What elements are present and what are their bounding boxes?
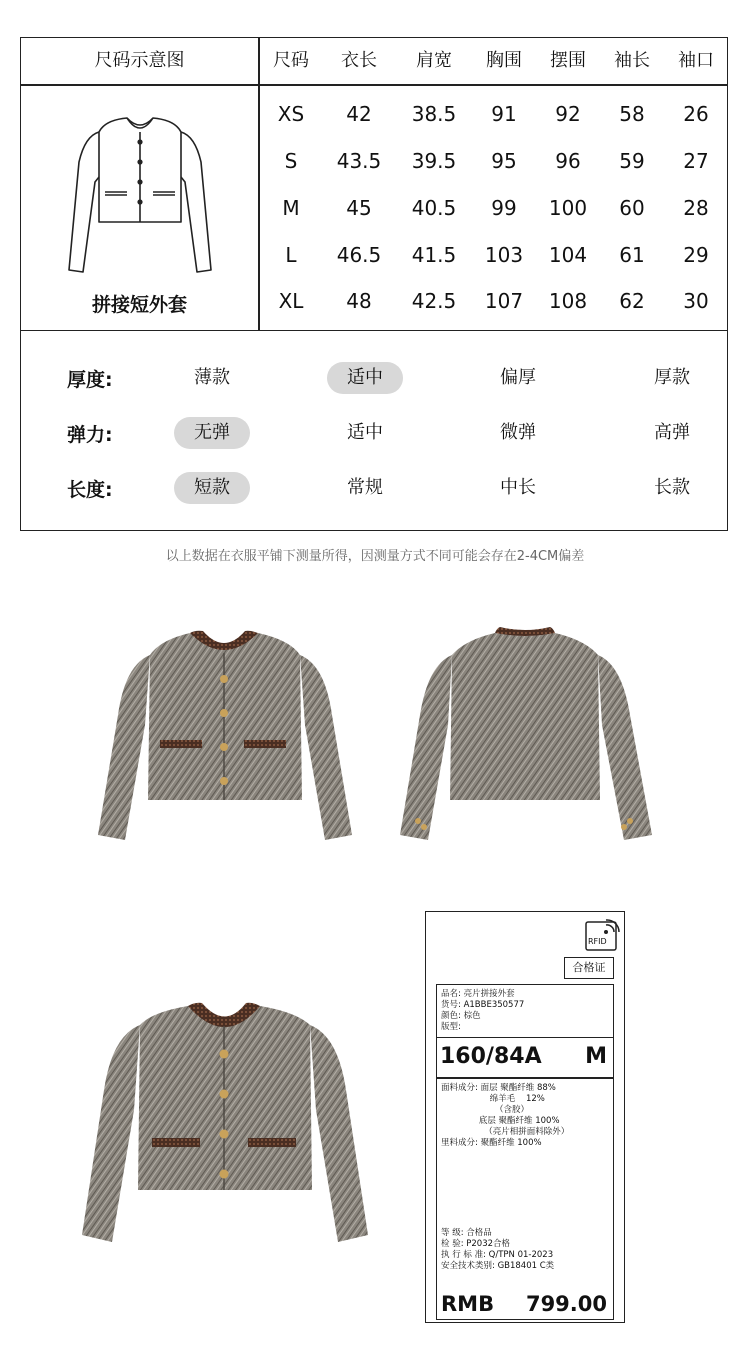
attr-option: 长款 bbox=[654, 477, 690, 498]
quality-line: 等 级: 合格品 bbox=[441, 1228, 492, 1238]
cell-value: 103 bbox=[484, 243, 524, 267]
size-code: 160/84A bbox=[440, 1044, 542, 1069]
cell-value: 104 bbox=[548, 243, 588, 267]
quality-line: 检 验: P2032合格 bbox=[441, 1239, 511, 1249]
cell-value: 95 bbox=[491, 149, 517, 173]
cell-value: 107 bbox=[484, 289, 524, 313]
tag-info-line: 颜色: 棕色 bbox=[441, 1011, 481, 1021]
attr-label-length: 长度: bbox=[67, 479, 113, 501]
composition-line: 面料成分: 面层 聚酯纤维 88% bbox=[441, 1083, 556, 1093]
header-size: 尺码 bbox=[273, 50, 309, 71]
cell-value: 58 bbox=[619, 102, 645, 126]
cell-value: 42.5 bbox=[411, 289, 457, 313]
cell-value: 45 bbox=[346, 196, 372, 220]
cell-value: 42 bbox=[346, 102, 372, 126]
cell-value: 41.5 bbox=[411, 243, 457, 267]
cell-value: 59 bbox=[619, 149, 645, 173]
cell-value: 40.5 bbox=[411, 196, 457, 220]
cell-value: 29 bbox=[683, 243, 709, 267]
header-cuff: 袖口 bbox=[678, 50, 714, 71]
cell-size: M bbox=[282, 196, 300, 220]
header-sleeve: 袖长 bbox=[614, 50, 650, 71]
header-shoulder: 肩宽 bbox=[416, 50, 452, 71]
attr-option: 适中 bbox=[347, 422, 383, 443]
diagram-title: 尺码示意图 bbox=[94, 50, 185, 71]
tag-info-line: 版型: bbox=[441, 1022, 461, 1032]
attr-label-thickness: 厚度: bbox=[67, 369, 113, 391]
cell-value: 30 bbox=[683, 289, 709, 313]
cell-value: 96 bbox=[555, 149, 581, 173]
cell-value: 38.5 bbox=[411, 102, 457, 126]
attr-label-elasticity: 弹力: bbox=[67, 424, 113, 446]
tag-info-box bbox=[436, 984, 614, 1038]
header-hem: 摆围 bbox=[550, 50, 586, 71]
cell-value: 27 bbox=[683, 149, 709, 173]
certificate-badge: 合格证 bbox=[564, 957, 614, 979]
hang-tag bbox=[425, 911, 625, 1323]
cell-value: 26 bbox=[683, 102, 709, 126]
size-letter: M bbox=[585, 1044, 607, 1069]
composition-line: 里料成分: 聚酯纤维 100% bbox=[441, 1138, 542, 1148]
attributes-box bbox=[20, 331, 728, 531]
cell-value: 91 bbox=[491, 102, 517, 126]
product-photos-row bbox=[0, 575, 750, 875]
cell-value: 100 bbox=[548, 196, 588, 220]
cell-value: 92 bbox=[555, 102, 581, 126]
attr-option-selected: 短款 bbox=[174, 472, 250, 504]
price-currency: RMB bbox=[441, 1292, 495, 1316]
size-table bbox=[20, 37, 728, 331]
cell-value: 62 bbox=[619, 289, 645, 313]
rfid-label: RFID bbox=[588, 937, 607, 946]
quality-line: 安全技术类别: GB18401 C类 bbox=[441, 1261, 555, 1271]
cell-size: XL bbox=[278, 289, 304, 313]
header-chest: 胸围 bbox=[486, 50, 522, 71]
cell-value: 43.5 bbox=[336, 149, 382, 173]
tag-info-line: 品名: 亮片拼接外套 bbox=[441, 989, 515, 999]
measurement-note: 以上数据在衣服平铺下测量所得，因测量方式不同可能会存在2-4CM偏差 bbox=[165, 549, 585, 564]
tag-price-box bbox=[436, 1289, 614, 1320]
tag-info-line: 货号: A1BBE350577 bbox=[441, 1000, 525, 1010]
cell-value: 39.5 bbox=[411, 149, 457, 173]
cell-value: 28 bbox=[683, 196, 709, 220]
cell-value: 61 bbox=[619, 243, 645, 267]
tag-size-box bbox=[436, 1037, 614, 1079]
jacket-back-photo bbox=[400, 627, 652, 840]
attr-option: 偏厚 bbox=[500, 367, 536, 388]
cell-value: 46.5 bbox=[336, 243, 382, 267]
attr-option-selected: 适中 bbox=[327, 362, 403, 394]
composition-line: 底层 聚酯纤维 100% bbox=[441, 1116, 560, 1126]
price-value: 799.00 bbox=[525, 1292, 607, 1316]
attr-option-selected: 无弹 bbox=[174, 417, 250, 449]
cell-size: S bbox=[284, 149, 298, 173]
attr-option: 厚款 bbox=[654, 367, 690, 388]
jacket-outline-icon bbox=[65, 102, 215, 282]
quality-line: 执 行 标 准: Q/TPN 01-2023 bbox=[441, 1250, 554, 1260]
cell-value: 99 bbox=[491, 196, 517, 220]
header-length: 衣长 bbox=[341, 50, 377, 71]
attr-option: 常规 bbox=[347, 477, 383, 498]
jacket-front-closeup-photo bbox=[60, 990, 390, 1260]
attr-option: 高弹 bbox=[654, 422, 690, 443]
tag-composition-box bbox=[436, 1077, 614, 1290]
cell-value: 48 bbox=[346, 289, 372, 313]
cell-value: 108 bbox=[548, 289, 588, 313]
composition-line: 绵羊毛 12% bbox=[441, 1094, 545, 1104]
cell-size: L bbox=[285, 243, 297, 267]
attr-option: 微弹 bbox=[500, 422, 536, 443]
product-name: 拼接短外套 bbox=[91, 294, 187, 316]
cell-size: XS bbox=[277, 102, 305, 126]
composition-line: （含胶） bbox=[441, 1105, 530, 1115]
cell-value: 60 bbox=[619, 196, 645, 220]
attr-option: 薄款 bbox=[194, 367, 230, 388]
composition-line: （亮片相拼面料除外） bbox=[441, 1127, 570, 1137]
jacket-front-photo bbox=[98, 631, 352, 840]
attr-option: 中长 bbox=[500, 477, 536, 498]
